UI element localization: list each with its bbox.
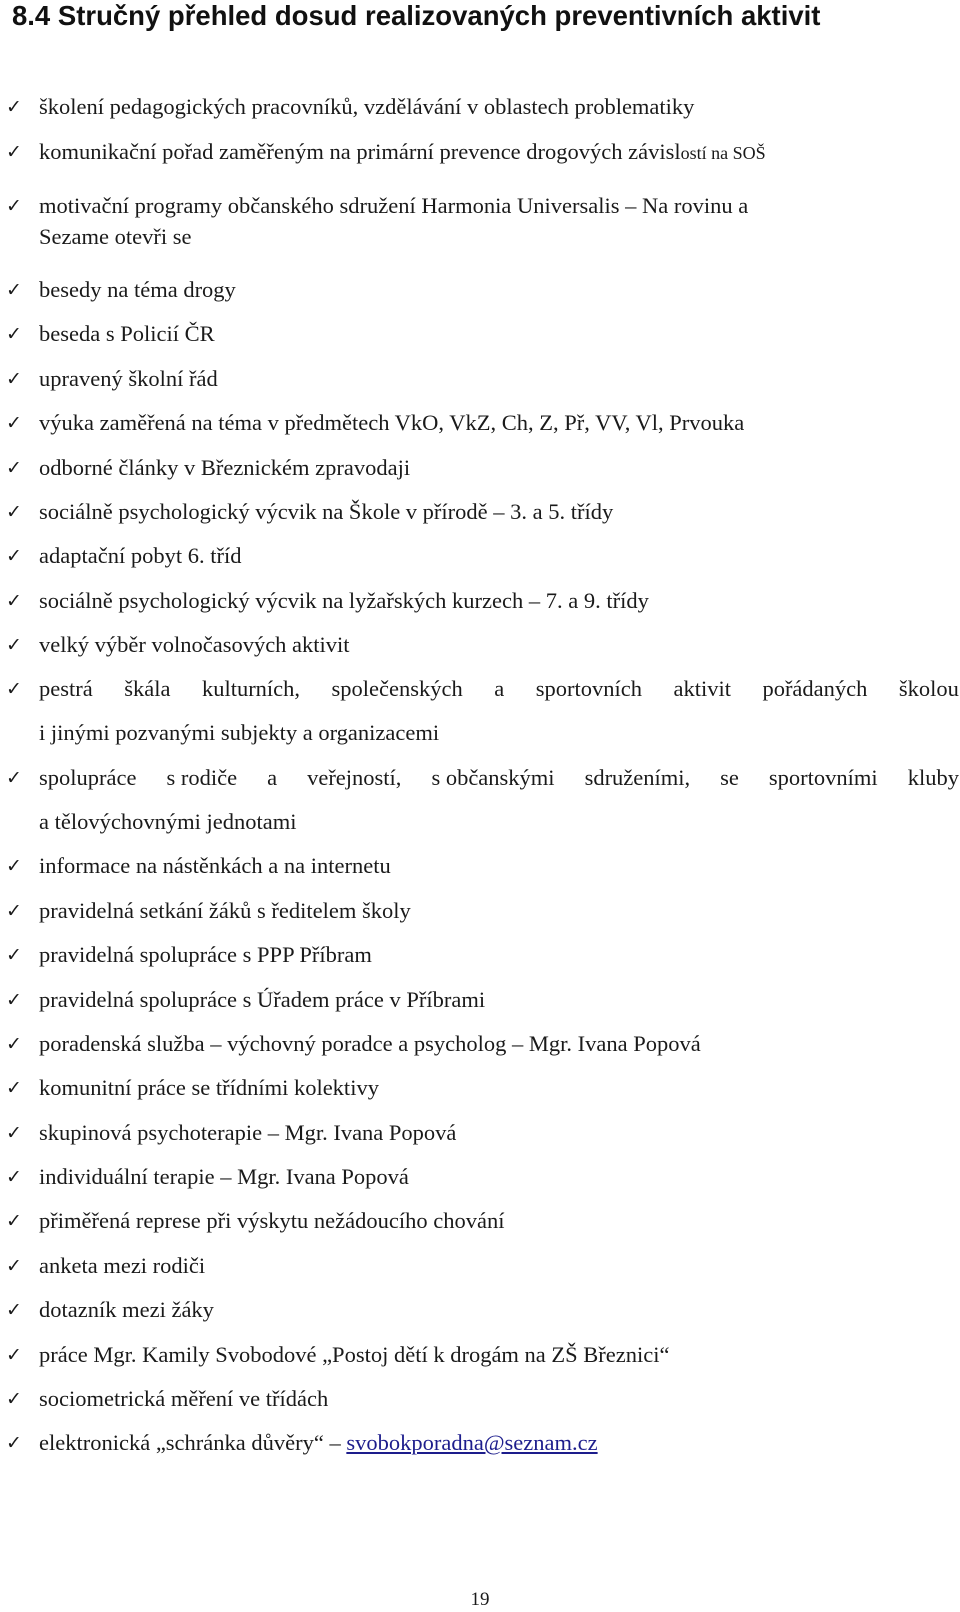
check-icon: ✓ (6, 1033, 22, 1055)
list-item-text: dotazník mezi žáky (39, 1297, 214, 1322)
check-icon: ✓ (6, 989, 22, 1011)
section-heading: 8.4 Stručný přehled dosud realizovaných preventivních aktivit (12, 0, 821, 31)
list-item-text: individuální terapie – Mgr. Ivana Popová (39, 1164, 409, 1189)
list-item-text: pravidelná spolupráce s PPP Příbram (39, 942, 372, 967)
check-icon: ✓ (6, 678, 22, 700)
list-item-text: Sezame otevři se (39, 224, 192, 249)
check-icon: ✓ (6, 195, 22, 217)
list-item-text: přiměřená represe při výskytu nežádoucího chování (39, 1208, 505, 1233)
list-item-text: pravidelná spolupráce s Úřadem práce v Příbrami (39, 987, 486, 1012)
list-item-text: skupinová psychoterapie – Mgr. Ivana Popová (39, 1120, 457, 1145)
check-icon: ✓ (6, 1122, 22, 1144)
check-icon: ✓ (6, 1432, 22, 1454)
list-item-text: pravidelná setkání žáků s ředitelem školy (39, 898, 411, 923)
check-icon: ✓ (6, 545, 22, 567)
list-item-text: sociometrická měření ve třídách (39, 1386, 329, 1411)
check-icon: ✓ (6, 368, 22, 390)
check-icon: ✓ (6, 279, 22, 301)
list-item-text: besedy na téma drogy (39, 277, 236, 302)
list-item-text: i jinými pozvanými subjekty a organizacemi (39, 720, 440, 745)
list-item-text: pestrá škála kulturních, společenských a sportovních aktivit pořádaných školou (39, 676, 959, 701)
list-item-text: informace na nástěnkách a na internetu (39, 853, 391, 878)
list-item-text: beseda s Policií ČR (39, 321, 215, 346)
check-icon: ✓ (6, 412, 22, 434)
list-item-text: poradenská služba – výchovný poradce a psycholog – Mgr. Ivana Popová (39, 1031, 701, 1056)
check-icon: ✓ (6, 944, 22, 966)
list-item-text: a tělovýchovnými jednotami (39, 809, 297, 834)
check-icon: ✓ (6, 1388, 22, 1410)
list-item-text: elektronická „schránka důvěry“ – svobokporadna@seznam.cz (39, 1430, 598, 1455)
check-icon: ✓ (6, 457, 22, 479)
list-item-text: adaptační pobyt 6. tříd (39, 543, 242, 568)
check-icon: ✓ (6, 1077, 22, 1099)
list-item-text: odborné články v Březnickém zpravodaji (39, 455, 411, 480)
list-item-text: motivační programy občanského sdružení Harmonia Universalis – Na rovinu a (39, 193, 749, 218)
page-number: 19 (470, 1589, 490, 1610)
list-item-text: komunitní práce se třídními kolektivy (39, 1075, 379, 1100)
list-item-text: upravený školní řád (39, 366, 218, 391)
check-icon: ✓ (6, 1255, 22, 1277)
list-item-text: práce Mgr. Kamily Svobodové „Postoj dětí k drogám na ZŠ Březnici“ (39, 1342, 670, 1367)
list-item-text: spolupráce s rodiče a veřejností, s občanskými sdruženími, se sportovními kluby (39, 765, 959, 790)
check-icon: ✓ (6, 1299, 22, 1321)
check-icon: ✓ (6, 96, 22, 118)
check-icon: ✓ (6, 855, 22, 877)
check-icon: ✓ (6, 1210, 22, 1232)
check-icon: ✓ (6, 1344, 22, 1366)
check-icon: ✓ (6, 900, 22, 922)
list-item-text: sociálně psychologický výcvik na lyžařských kurzech – 7. a 9. třídy (39, 588, 649, 613)
list-item-text: sociálně psychologický výcvik na Škole v přírodě – 3. a 5. třídy (39, 499, 614, 524)
list-item-text: školení pedagogických pracovníků, vzdělávání v oblastech problematiky (39, 94, 695, 119)
check-icon: ✓ (6, 501, 22, 523)
list-item-text: anketa mezi rodiči (39, 1253, 206, 1278)
check-icon: ✓ (6, 634, 22, 656)
list-item-text: komunikační pořad zaměřeným na primární prevence drogových závislostí na SOŠ (39, 139, 766, 164)
check-icon: ✓ (6, 590, 22, 612)
check-icon: ✓ (6, 141, 22, 163)
list-item-text: velký výběr volnočasových aktivit (39, 632, 350, 657)
email-link[interactable]: svobokporadna@seznam.cz (346, 1430, 598, 1455)
check-icon: ✓ (6, 1166, 22, 1188)
list-item-text: výuka zaměřená na téma v předmětech VkO, VkZ, Ch, Z, Př, VV, Vl, Prvouka (39, 410, 745, 435)
check-icon: ✓ (6, 323, 22, 345)
check-icon: ✓ (6, 767, 22, 789)
